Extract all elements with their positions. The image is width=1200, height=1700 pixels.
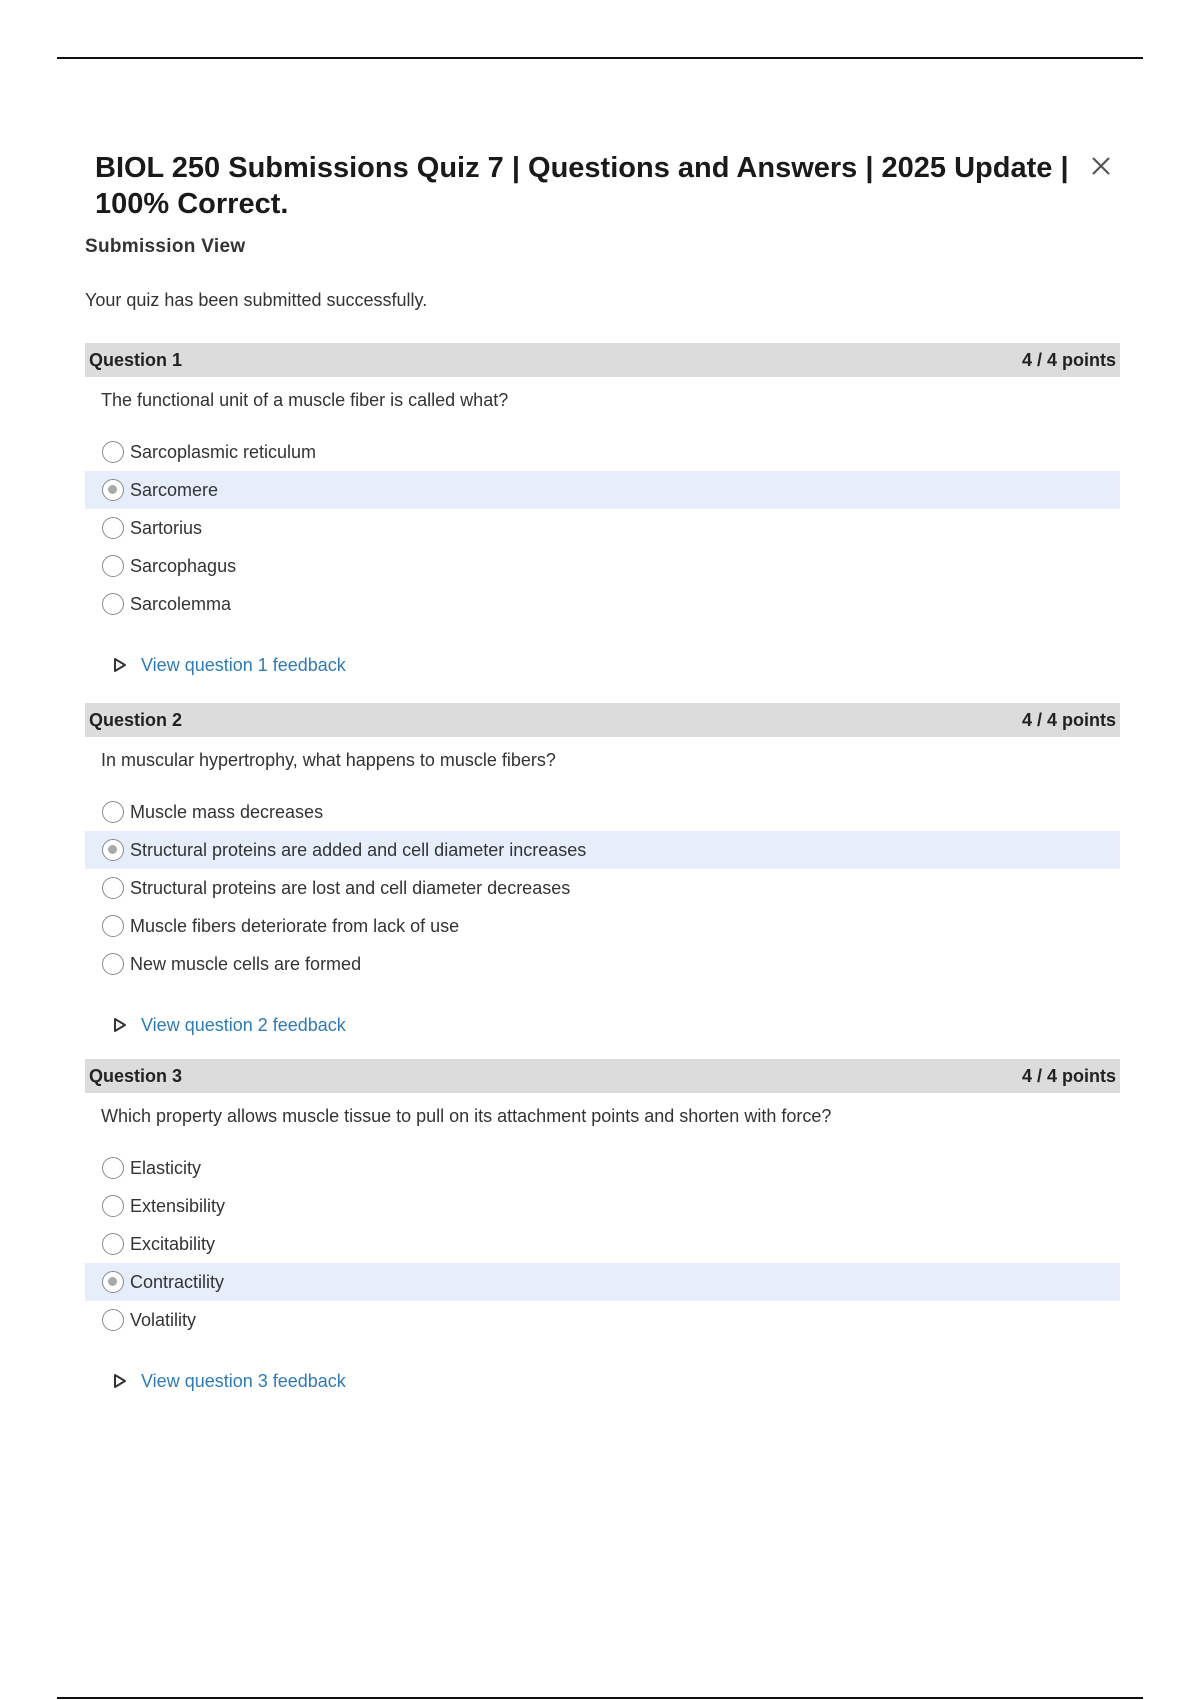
question-block	[85, 1059, 1120, 1393]
radio-icon[interactable]	[102, 915, 124, 937]
radio-icon[interactable]	[102, 517, 124, 539]
question-score: 4 / 4 points	[1021, 709, 1116, 730]
answer-option[interactable]	[85, 509, 1120, 547]
answer-option-label: Excitability	[130, 1233, 216, 1254]
radio-icon[interactable]	[102, 953, 124, 975]
answer-option[interactable]	[85, 433, 1120, 471]
question-score: 4 / 4 points	[1021, 1065, 1116, 1086]
radio-icon[interactable]	[102, 479, 124, 501]
answer-option-label: Muscle mass decreases	[130, 801, 324, 822]
radio-icon[interactable]	[102, 877, 124, 899]
question-block	[85, 343, 1120, 677]
radio-icon[interactable]	[102, 1195, 124, 1217]
answer-option[interactable]	[85, 1225, 1120, 1263]
question-header	[85, 1059, 1120, 1093]
answer-option[interactable]	[85, 907, 1120, 945]
answer-option-label: Sartorius	[130, 517, 203, 538]
answer-option-label: Sarcoplasmic reticulum	[130, 441, 317, 462]
radio-icon[interactable]	[102, 839, 124, 861]
question-label: Question 3	[89, 1065, 183, 1086]
radio-icon[interactable]	[102, 1309, 124, 1331]
submission-view-heading: Submission View	[85, 236, 246, 257]
feedback-toggle[interactable]	[113, 1013, 1120, 1037]
feedback-toggle[interactable]	[113, 1369, 1120, 1393]
answer-option[interactable]	[85, 1187, 1120, 1225]
question-text: Which property allows muscle tissue to pull on its attachment points and shorten with force?	[101, 1106, 832, 1126]
question-label: Question 1	[89, 349, 183, 370]
view-feedback-link[interactable]: View question 1 feedback	[141, 654, 346, 675]
close-icon[interactable]	[1087, 152, 1115, 180]
answer-option[interactable]	[85, 471, 1120, 509]
triangle-right-icon[interactable]	[113, 1373, 127, 1389]
answer-option[interactable]	[85, 793, 1120, 831]
radio-icon[interactable]	[102, 593, 124, 615]
answer-options	[85, 433, 1120, 623]
question-text: In muscular hypertrophy, what happens to muscle fibers?	[101, 750, 556, 770]
page-title: BIOL 250 Submissions Quiz 7 | Questions and Answers | 2025 Update | 100% Correct.	[95, 152, 1069, 220]
view-feedback-link[interactable]: View question 3 feedback	[141, 1370, 346, 1391]
question-list	[85, 343, 1120, 1393]
answer-option-label: Volatility	[130, 1309, 197, 1330]
answer-option-label: New muscle cells are formed	[130, 953, 362, 974]
radio-icon[interactable]	[102, 801, 124, 823]
question-text: The functional unit of a muscle fiber is called what?	[101, 390, 509, 410]
radio-icon[interactable]	[102, 441, 124, 463]
submission-notice: Your quiz has been submitted successfully.	[85, 290, 428, 310]
answer-option-label: Muscle fibers deteriorate from lack of use	[130, 915, 460, 936]
question-block	[85, 703, 1120, 1037]
answer-option[interactable]	[85, 945, 1120, 983]
answer-option-label: Structural proteins are added and cell diameter increases	[130, 839, 587, 860]
question-header	[85, 703, 1120, 737]
submission-page	[85, 150, 1120, 1393]
answer-option-label: Sarcomere	[130, 479, 219, 500]
radio-icon[interactable]	[102, 1271, 124, 1293]
question-label: Question 2	[89, 709, 183, 730]
top-rule	[57, 57, 1143, 59]
answer-option-label: Structural proteins are lost and cell diameter decreases	[130, 877, 571, 898]
answer-option[interactable]	[85, 547, 1120, 585]
view-feedback-link[interactable]: View question 2 feedback	[141, 1014, 346, 1035]
answer-option-label: Contractility	[130, 1271, 225, 1292]
radio-icon[interactable]	[102, 1157, 124, 1179]
answer-option[interactable]	[85, 869, 1120, 907]
question-header	[85, 343, 1120, 377]
triangle-right-icon[interactable]	[113, 1017, 127, 1033]
feedback-toggle[interactable]	[113, 653, 1120, 677]
bottom-rule	[57, 1697, 1143, 1699]
answer-option[interactable]	[85, 1301, 1120, 1339]
answer-option[interactable]	[85, 1149, 1120, 1187]
answer-options	[85, 1149, 1120, 1339]
triangle-right-icon[interactable]	[113, 657, 127, 673]
answer-option-label: Extensibility	[130, 1195, 226, 1216]
answer-option[interactable]	[85, 831, 1120, 869]
answer-option-label: Elasticity	[130, 1157, 202, 1178]
answer-option-label: Sarcolemma	[130, 593, 232, 614]
answer-options	[85, 793, 1120, 983]
radio-icon[interactable]	[102, 1233, 124, 1255]
radio-icon[interactable]	[102, 555, 124, 577]
question-score: 4 / 4 points	[1021, 349, 1116, 370]
answer-option[interactable]	[85, 585, 1120, 623]
answer-option-label: Sarcophagus	[130, 555, 237, 576]
answer-option[interactable]	[85, 1263, 1120, 1301]
